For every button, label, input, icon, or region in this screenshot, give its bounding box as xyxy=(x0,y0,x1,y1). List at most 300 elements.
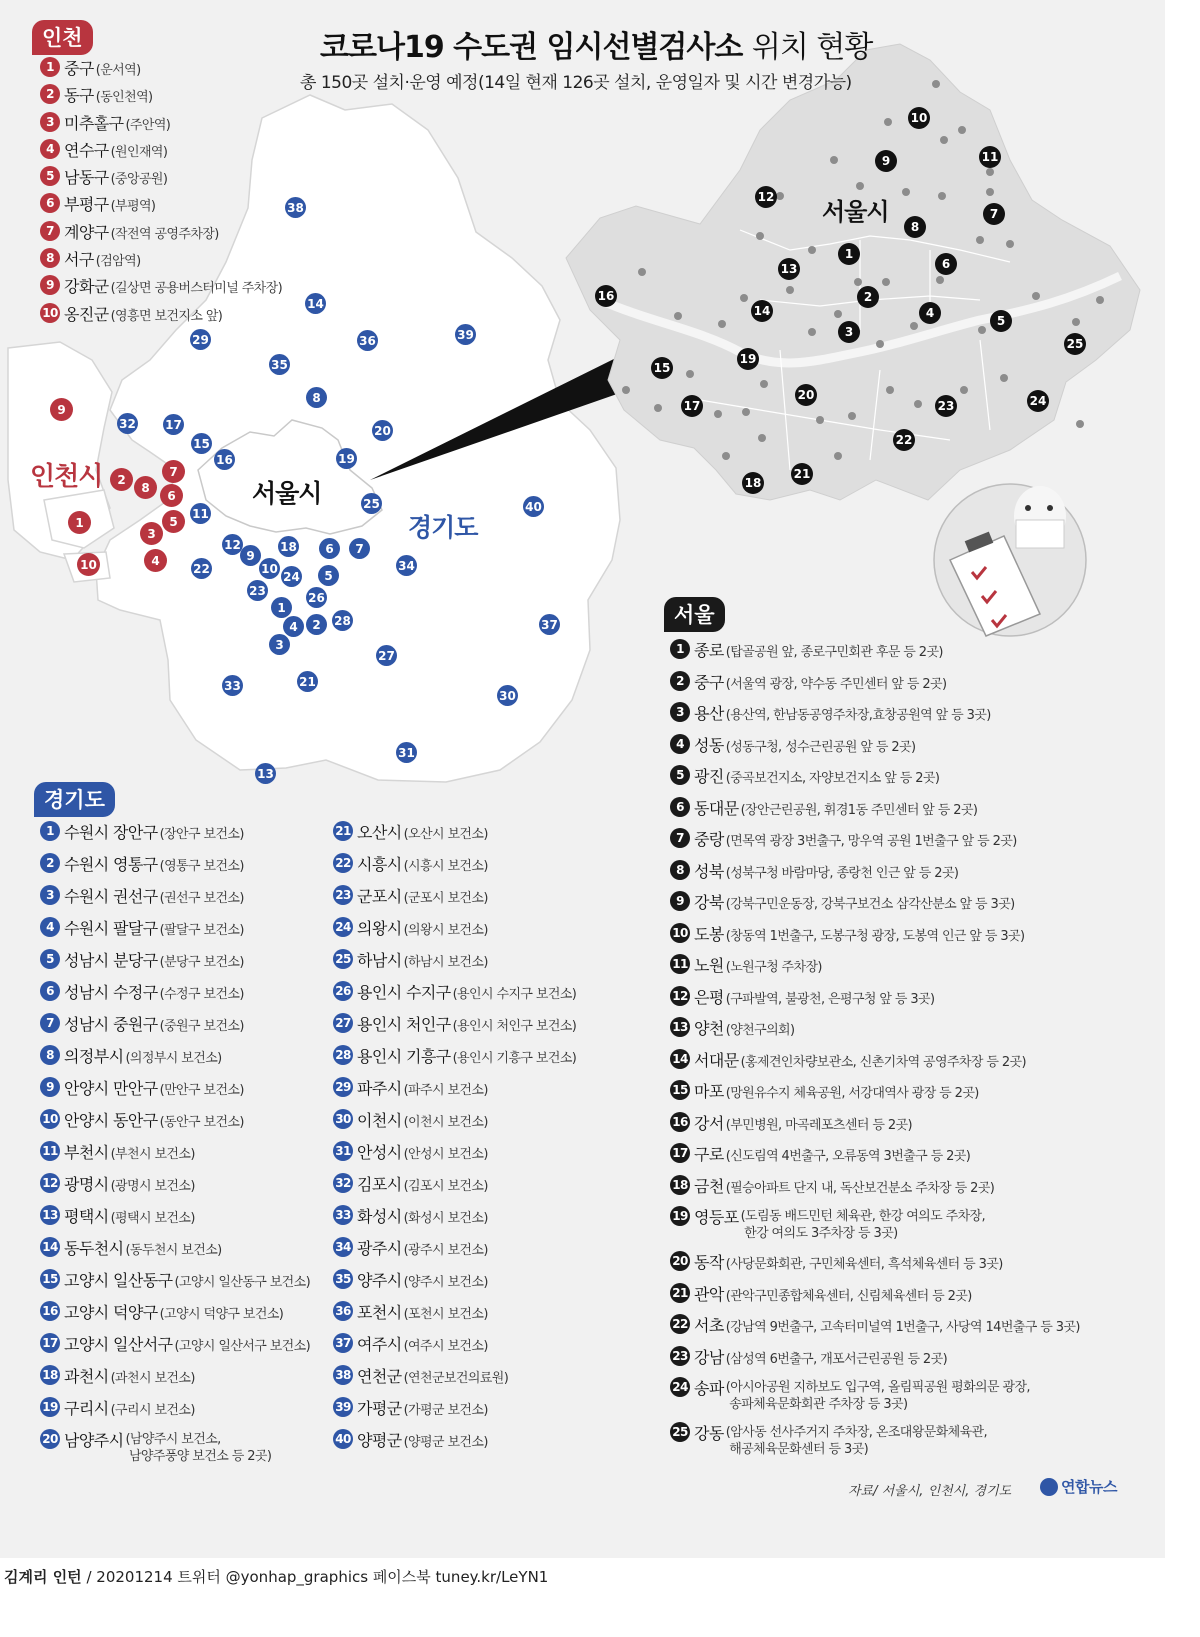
list-item-detail: (남양주시 보건소, 남양주풍양 보건소 등 2곳) xyxy=(125,1432,272,1464)
list-item-name: 연수구 xyxy=(64,140,109,160)
yonhap-logo-icon xyxy=(1040,1478,1058,1496)
list-item-detail: (홍제견인차량보관소, 신촌기차역 공영주차장 등 2곳) xyxy=(740,1054,1026,1070)
map-marker-seoul: 1 xyxy=(838,243,860,265)
gyeonggi-list-item xyxy=(40,1012,310,1044)
list-item-detail: (필승아파트 단지 내, 독산보건분소 주차장 등 2곳) xyxy=(725,1180,995,1196)
list-item-detail: (암사동 선사주거지 주차장, 온조대왕문화체육관, 해공체육문화센터 등 3곳) xyxy=(725,1425,988,1457)
map-marker-incheon: 3 xyxy=(140,522,163,545)
list-item-detail: (김포시 보건소) xyxy=(403,1179,488,1194)
seoul-list-item xyxy=(670,1016,1080,1048)
list-item-name: 수원시 장안구 xyxy=(64,823,158,842)
list-item-detail: (신도림역 4번출구, 오류동역 3번출구 등 2곳) xyxy=(725,1149,971,1164)
gyeonggi-list-item xyxy=(333,820,576,852)
list-number-badge: 25 xyxy=(670,1422,690,1442)
list-number-badge: 40 xyxy=(333,1429,353,1449)
list-number-badge: 33 xyxy=(333,1205,353,1225)
map-marker-gyeonggi: 26 xyxy=(306,587,327,608)
seoul-list-item xyxy=(670,1205,1080,1250)
list-number-badge: 19 xyxy=(40,1397,60,1417)
list-number-badge: 3 xyxy=(670,702,690,722)
list-item-detail: (여주시 보건소) xyxy=(403,1339,488,1354)
map-marker-seoul: 7 xyxy=(983,203,1005,225)
list-number-badge: 7 xyxy=(670,828,690,848)
incheon-list-item xyxy=(40,192,282,219)
list-item-name: 동두천시 xyxy=(64,1239,124,1258)
list-item-name: 중랑 xyxy=(694,830,724,849)
list-number-badge: 10 xyxy=(40,1109,60,1129)
map-label-gyeonggi: 경기도 xyxy=(408,513,478,542)
gyeonggi-list-item xyxy=(40,980,310,1012)
gyeonggi-list-item xyxy=(333,1044,576,1076)
map-marker-seoul: 17 xyxy=(681,395,703,417)
list-item-name: 여주시 xyxy=(357,1335,402,1354)
map-marker-seoul: 22 xyxy=(893,429,915,451)
list-number-badge: 12 xyxy=(40,1173,60,1193)
list-item-detail: (이천시 보건소) xyxy=(403,1115,488,1130)
list-item-name: 김포시 xyxy=(357,1175,402,1194)
gyeonggi-list-item xyxy=(333,1204,576,1236)
list-item-detail: (시흥시 보건소) xyxy=(403,859,488,874)
list-number-badge: 22 xyxy=(670,1314,690,1334)
list-item-detail: (망원유수지 체육공원, 서강대역사 광장 등 2곳) xyxy=(725,1086,979,1101)
list-item-name: 관악 xyxy=(694,1284,724,1304)
incheon-list-item xyxy=(40,220,282,247)
map-marker-gyeonggi: 8 xyxy=(306,387,327,408)
list-number-badge: 1 xyxy=(670,639,690,659)
list-number-badge: 9 xyxy=(670,891,690,911)
seoul-list-item xyxy=(670,859,1080,891)
gyeonggi-list-item xyxy=(40,1428,310,1464)
list-item-name: 화성시 xyxy=(357,1207,402,1226)
list-number-badge: 1 xyxy=(40,821,60,841)
map-marker-seoul: 6 xyxy=(935,253,957,275)
gyeonggi-list-item xyxy=(333,980,576,1012)
list-item-detail: (평택시 보건소) xyxy=(110,1211,195,1226)
list-item-name: 구리시 xyxy=(64,1399,109,1418)
list-item-name: 부천시 xyxy=(64,1143,109,1162)
list-item-name: 용인시 기흥구 xyxy=(357,1047,451,1066)
list-item-name: 고양시 덕양구 xyxy=(64,1303,158,1322)
incheon-list-item xyxy=(40,247,282,274)
map-marker-gyeonggi: 23 xyxy=(247,580,268,601)
yonhap-logo xyxy=(1040,1476,1117,1497)
list-item-name: 남양주시 xyxy=(64,1431,124,1450)
seoul-list-item xyxy=(670,890,1080,922)
list-number-badge: 10 xyxy=(40,303,60,323)
incheon-list-item xyxy=(40,274,282,301)
map-marker-incheon: 6 xyxy=(160,484,183,507)
list-number-badge: 35 xyxy=(333,1269,353,1289)
list-item-detail: (영통구 보건소) xyxy=(159,859,244,874)
map-marker-gyeonggi: 20 xyxy=(372,420,393,441)
list-item-detail: (구파발역, 불광천, 은평구청 앞 등 3곳) xyxy=(725,991,935,1007)
map-marker-seoul: 21 xyxy=(791,463,813,485)
list-number-badge: 11 xyxy=(670,954,690,974)
gyeonggi-list-left xyxy=(40,820,311,1464)
list-item-name: 시흥시 xyxy=(357,855,402,874)
map-marker-seoul: 5 xyxy=(990,310,1012,332)
list-item-detail: (장안구 보건소) xyxy=(159,827,244,842)
incheon-list-item xyxy=(40,83,282,110)
list-item-detail: (성동구청, 성수근린공원 앞 등 2곳) xyxy=(725,739,916,755)
list-number-badge: 2 xyxy=(40,84,60,104)
gyeonggi-list-item xyxy=(333,1268,576,1300)
list-number-badge: 9 xyxy=(40,1077,60,1097)
list-number-badge: 25 xyxy=(333,949,353,969)
list-item-name: 금천 xyxy=(694,1176,724,1196)
map-marker-gyeonggi: 24 xyxy=(281,566,302,587)
list-item-name: 성북 xyxy=(694,861,724,881)
seoul-zoom-land xyxy=(566,44,1140,500)
list-item-detail: (화성시 보건소) xyxy=(403,1211,488,1226)
seoul-list-item xyxy=(670,1345,1080,1377)
credit-line xyxy=(4,1566,548,1587)
map-marker-gyeonggi: 32 xyxy=(117,413,138,434)
gyeonggi-list-item xyxy=(40,1268,310,1300)
list-number-badge: 8 xyxy=(40,248,60,268)
map-marker-incheon: 7 xyxy=(162,460,185,483)
list-item-name: 포천시 xyxy=(357,1303,402,1322)
seoul-list-item xyxy=(670,638,1080,670)
list-item-name: 광주시 xyxy=(357,1239,402,1258)
map-marker-gyeonggi: 13 xyxy=(255,763,276,784)
map-marker-gyeonggi: 2 xyxy=(306,614,327,635)
list-item-detail: (의왕시 보건소) xyxy=(403,923,488,938)
list-item-name: 고양시 일산서구 xyxy=(64,1335,173,1354)
map-marker-gyeonggi: 15 xyxy=(191,433,212,454)
map-marker-seoul: 14 xyxy=(751,300,773,322)
list-item-detail: (길상면 공용버스터미널 주차장) xyxy=(110,281,283,297)
list-item-name: 오산시 xyxy=(357,823,402,842)
list-item-name: 연천군 xyxy=(357,1367,402,1386)
list-number-badge: 6 xyxy=(40,981,60,1001)
map-marker-gyeonggi: 39 xyxy=(455,324,476,345)
list-item-detail: (창동역 1번출구, 도봉구청 광장, 도봉역 인근 앞 등 3곳) xyxy=(725,928,1025,944)
list-item-name: 하남시 xyxy=(357,951,402,970)
map-marker-gyeonggi: 9 xyxy=(240,545,261,566)
list-item-detail: (동두천시 보건소) xyxy=(125,1243,222,1258)
list-number-badge: 17 xyxy=(40,1333,60,1353)
list-item-name: 성동 xyxy=(694,735,724,755)
list-number-badge: 23 xyxy=(670,1346,690,1366)
gyeonggi-list-item xyxy=(333,1428,576,1460)
gyeonggi-list-right xyxy=(333,820,576,1460)
list-number-badge: 4 xyxy=(40,917,60,937)
map-marker-gyeonggi: 38 xyxy=(285,197,306,218)
list-item-detail: (관악구민종합체육센터, 신림체육센터 등 2곳) xyxy=(725,1288,972,1304)
list-item-detail: (광주시 보건소) xyxy=(403,1243,488,1258)
list-item-detail: (수정구 보건소) xyxy=(159,987,244,1002)
list-number-badge: 14 xyxy=(670,1049,690,1069)
list-number-badge: 7 xyxy=(40,1013,60,1033)
list-item-name: 이천시 xyxy=(357,1111,402,1130)
gyeonggi-list-item xyxy=(40,948,310,980)
map-marker-incheon: 8 xyxy=(134,476,157,499)
list-item-detail: (의정부시 보건소) xyxy=(125,1051,222,1066)
list-number-badge: 13 xyxy=(40,1205,60,1225)
list-item-name: 동대문 xyxy=(694,798,739,818)
list-item-detail: (부천시 보건소) xyxy=(110,1147,195,1162)
list-number-badge: 8 xyxy=(40,1045,60,1065)
list-number-badge: 1 xyxy=(40,57,60,77)
gyeonggi-list-item xyxy=(40,1332,310,1364)
list-item-detail: (사당문화회관, 구민체육센터, 흑석체육센터 등 3곳) xyxy=(725,1257,1003,1272)
list-number-badge: 4 xyxy=(670,734,690,754)
map-marker-seoul: 23 xyxy=(935,395,957,417)
gyeonggi-list-item xyxy=(40,1204,310,1236)
list-item-detail: (용인시 수지구 보건소) xyxy=(452,987,577,1002)
list-number-badge: 15 xyxy=(40,1269,60,1289)
list-item-name: 파주시 xyxy=(357,1079,402,1098)
list-number-badge: 5 xyxy=(40,949,60,969)
list-number-badge: 39 xyxy=(333,1397,353,1417)
map-marker-gyeonggi: 28 xyxy=(332,610,353,631)
list-item-detail: (아시아공원 지하보도 입구역, 올림픽공원 평화의문 광장, 송파체육문화회관 주차장 등 3곳) xyxy=(725,1380,1030,1412)
list-number-badge: 36 xyxy=(333,1301,353,1321)
gyeonggi-list-item xyxy=(333,948,576,980)
seoul-list-item xyxy=(670,1421,1080,1466)
map-marker-seoul: 25 xyxy=(1064,333,1086,355)
map-marker-incheon: 1 xyxy=(68,511,91,534)
list-number-badge: 20 xyxy=(670,1251,690,1271)
map-marker-seoul: 11 xyxy=(979,146,1001,168)
list-item-name: 중구 xyxy=(64,59,94,78)
list-item-name: 송파 xyxy=(694,1379,724,1398)
title-bold: 코로나19 수도권 임시선별검사소 xyxy=(320,30,743,65)
map-marker-gyeonggi: 4 xyxy=(283,616,304,637)
list-item-detail: (검암역) xyxy=(95,254,141,270)
list-number-badge: 24 xyxy=(333,917,353,937)
gyeonggi-list-item xyxy=(40,1172,310,1204)
list-number-badge: 18 xyxy=(670,1175,690,1195)
map-marker-seoul: 2 xyxy=(857,286,879,308)
list-item-name: 은평 xyxy=(694,987,724,1007)
gyeonggi-list-item xyxy=(40,820,310,852)
map-marker-gyeonggi: 14 xyxy=(305,293,326,314)
list-item-name: 의정부시 xyxy=(64,1047,124,1066)
list-item-detail: (강북구민운동장, 강북구보건소 삼각산분소 앞 등 3곳) xyxy=(725,897,1015,912)
list-item-detail: (동인천역) xyxy=(95,90,153,106)
list-item-detail: (면목역 광장 3번출구, 망우역 공원 1번출구 앞 등 2곳) xyxy=(725,834,1017,849)
map-marker-gyeonggi: 37 xyxy=(539,614,560,635)
map-marker-gyeonggi: 29 xyxy=(190,329,211,350)
list-item-detail: (동안구 보건소) xyxy=(159,1115,244,1130)
map-marker-seoul: 13 xyxy=(778,258,800,280)
gyeonggi-list-item xyxy=(333,852,576,884)
gyeonggi-list-item xyxy=(333,1172,576,1204)
seoul-list-item xyxy=(670,764,1080,796)
list-number-badge: 21 xyxy=(670,1283,690,1303)
list-item-detail: (고양시 덕양구 보건소) xyxy=(159,1307,284,1322)
list-number-badge: 2 xyxy=(670,671,690,691)
map-marker-seoul: 24 xyxy=(1027,390,1049,412)
list-item-detail: (파주시 보건소) xyxy=(403,1083,488,1098)
list-item-name: 군포시 xyxy=(357,887,402,906)
yonhap-logo-text: 연합뉴스 xyxy=(1061,1478,1117,1496)
list-item-detail: (하남시 보건소) xyxy=(403,955,488,970)
gyeonggi-list-item xyxy=(333,1108,576,1140)
list-number-badge: 20 xyxy=(40,1429,60,1449)
gyeonggi-list-item xyxy=(333,1076,576,1108)
seoul-list-item xyxy=(670,1111,1080,1143)
list-item-name: 서구 xyxy=(64,250,94,270)
list-number-badge: 18 xyxy=(40,1365,60,1385)
list-item-name: 서초 xyxy=(694,1316,724,1335)
map-marker-gyeonggi: 18 xyxy=(278,536,299,557)
list-item-name: 영등포 xyxy=(694,1208,739,1227)
list-item-detail: (부민병원, 마곡레포츠센터 등 2곳) xyxy=(725,1117,912,1133)
list-number-badge: 3 xyxy=(40,112,60,132)
list-item-name: 용산 xyxy=(694,704,724,723)
map-marker-incheon: 5 xyxy=(162,510,185,533)
list-item-name: 수원시 권선구 xyxy=(64,887,158,906)
map-marker-gyeonggi: 36 xyxy=(357,330,378,351)
gyeonggi-list-item xyxy=(333,1396,576,1428)
list-item-detail: (장안근린공원, 휘경1동 주민센터 앞 등 2곳) xyxy=(740,802,978,818)
list-item-name: 의왕시 xyxy=(357,919,402,938)
list-item-name: 도봉 xyxy=(694,924,724,944)
seoul-list-item xyxy=(670,796,1080,828)
gyeonggi-list-item xyxy=(40,1364,310,1396)
list-item-detail: (오산시 보건소) xyxy=(403,827,488,842)
seoul-list-item xyxy=(670,985,1080,1017)
list-item-detail: (연천군보건의료원) xyxy=(403,1371,509,1386)
list-item-name: 마포 xyxy=(694,1082,724,1101)
incheon-list-item xyxy=(40,138,282,165)
list-item-name: 광진 xyxy=(694,767,724,786)
list-number-badge: 15 xyxy=(670,1080,690,1100)
map-marker-incheon: 10 xyxy=(77,553,100,576)
gyeonggi-list-item xyxy=(40,884,310,916)
list-item-name: 용인시 수지구 xyxy=(357,983,451,1002)
map-marker-gyeonggi: 11 xyxy=(190,503,211,524)
list-item-name: 계양구 xyxy=(64,222,109,242)
list-item-detail: (군포시 보건소) xyxy=(403,891,488,906)
map-marker-seoul: 16 xyxy=(595,285,617,307)
gyeonggi-list-item xyxy=(333,916,576,948)
seoul-list-item xyxy=(670,1174,1080,1206)
list-item-detail: (용인시 기흥구 보건소) xyxy=(452,1051,577,1066)
map-marker-incheon: 2 xyxy=(110,468,133,491)
seoul-list-item xyxy=(670,701,1080,733)
list-item-name: 종로 xyxy=(694,641,724,660)
incheon-list-item xyxy=(40,56,282,83)
list-item-name: 미추홀구 xyxy=(64,113,124,133)
map-marker-gyeonggi: 17 xyxy=(163,414,184,435)
list-item-name: 광명시 xyxy=(64,1175,109,1194)
list-number-badge: 3 xyxy=(40,885,60,905)
list-item-name: 성남시 분당구 xyxy=(64,951,158,970)
map-marker-gyeonggi: 10 xyxy=(259,558,280,579)
seoul-list-item xyxy=(670,1282,1080,1314)
list-item-detail: (주안역) xyxy=(125,117,171,133)
gyeonggi-list-item xyxy=(40,1044,310,1076)
list-number-badge: 4 xyxy=(40,139,60,159)
map-marker-gyeonggi: 33 xyxy=(222,675,243,696)
seoul-list-item xyxy=(670,1048,1080,1080)
gyeonggi-heading: 경기도 xyxy=(34,782,115,817)
list-item-detail: (분당구 보건소) xyxy=(159,955,244,970)
list-item-name: 동구 xyxy=(64,86,94,106)
map-marker-gyeonggi: 27 xyxy=(376,645,397,666)
list-item-detail: (양주시 보건소) xyxy=(403,1275,488,1290)
gyeonggi-list-item xyxy=(333,1332,576,1364)
gyeonggi-list-item xyxy=(333,884,576,916)
list-number-badge: 7 xyxy=(40,221,60,241)
list-item-detail: (가평군 보건소) xyxy=(403,1403,488,1418)
map-marker-seoul: 20 xyxy=(795,384,817,406)
gyeonggi-list-item xyxy=(40,1076,310,1108)
map-marker-gyeonggi: 30 xyxy=(497,685,518,706)
list-item-detail: (중앙공원) xyxy=(110,172,168,188)
list-item-detail: (원인재역) xyxy=(110,144,168,160)
map-marker-gyeonggi: 12 xyxy=(222,534,243,555)
map-marker-gyeonggi: 19 xyxy=(336,448,357,469)
gyeonggi-list-item xyxy=(40,1236,310,1268)
gyeonggi-list-item xyxy=(333,1236,576,1268)
map-marker-gyeonggi: 1 xyxy=(271,597,292,618)
seoul-list-item xyxy=(670,1142,1080,1174)
map-marker-seoul: 9 xyxy=(875,150,897,172)
list-item-name: 중구 xyxy=(694,672,724,692)
list-item-detail: (팔달구 보건소) xyxy=(159,923,244,938)
list-item-detail: (영흥면 보건지소 앞) xyxy=(110,308,223,324)
list-item-name: 양주시 xyxy=(357,1271,402,1290)
list-number-badge: 29 xyxy=(333,1077,353,1097)
page-title xyxy=(320,22,872,66)
incheon-list xyxy=(40,56,282,329)
map-marker-seoul: 8 xyxy=(904,216,926,238)
list-item-name: 수원시 영통구 xyxy=(64,855,158,874)
incheon-list-item xyxy=(40,165,282,192)
list-item-detail: (고양시 일산동구 보건소) xyxy=(174,1275,311,1290)
source-note: 자료/ 서울시, 인천시, 경기도 xyxy=(848,1484,1012,1499)
seoul-list xyxy=(670,638,1080,1466)
list-number-badge: 32 xyxy=(333,1173,353,1193)
map-marker-gyeonggi: 35 xyxy=(269,354,290,375)
list-item-detail: (만안구 보건소) xyxy=(159,1083,244,1098)
gyeonggi-list-item xyxy=(40,1108,310,1140)
list-number-badge: 28 xyxy=(333,1045,353,1065)
list-item-name: 용인시 처인구 xyxy=(357,1015,451,1034)
map-marker-gyeonggi: 7 xyxy=(349,538,370,559)
gyeonggi-list-item xyxy=(40,1140,310,1172)
list-item-detail: (삼성역 6번출구, 개포서근린공원 등 2곳) xyxy=(725,1351,948,1367)
list-item-detail: (양천구의회) xyxy=(725,1023,795,1038)
incheon-list-item xyxy=(40,302,282,329)
list-item-name: 남동구 xyxy=(64,168,109,188)
list-number-badge: 6 xyxy=(40,193,60,213)
map-marker-incheon: 4 xyxy=(144,549,167,572)
gyeonggi-list-item xyxy=(40,1300,310,1332)
list-item-detail: (성북구청 바람마당, 종랑천 인근 앞 등 2곳) xyxy=(725,865,959,881)
page-subtitle: 총 150곳 설치·운영 예정(14일 현재 126곳 설치, 운영일자 및 시간 변경가능) xyxy=(300,73,852,93)
list-number-badge: 9 xyxy=(40,275,60,295)
list-item-detail: (용인시 처인구 보건소) xyxy=(452,1019,577,1034)
list-item-detail: (권선구 보건소) xyxy=(159,891,244,906)
list-item-detail: (양평군 보건소) xyxy=(403,1435,488,1450)
list-item-detail: (고양시 일산서구 보건소) xyxy=(174,1339,311,1354)
list-item-name: 부평구 xyxy=(64,195,109,215)
list-item-detail: (포천시 보건소) xyxy=(403,1307,488,1322)
seoul-list-item xyxy=(670,733,1080,765)
list-number-badge: 37 xyxy=(333,1333,353,1353)
list-number-badge: 5 xyxy=(40,166,60,186)
list-item-name: 서대문 xyxy=(694,1050,739,1070)
list-item-name: 구로 xyxy=(694,1145,724,1164)
list-item-detail: (중곡보건지소, 자양보건지소 앞 등 2곳) xyxy=(725,771,940,786)
map-marker-gyeonggi: 31 xyxy=(396,742,417,763)
